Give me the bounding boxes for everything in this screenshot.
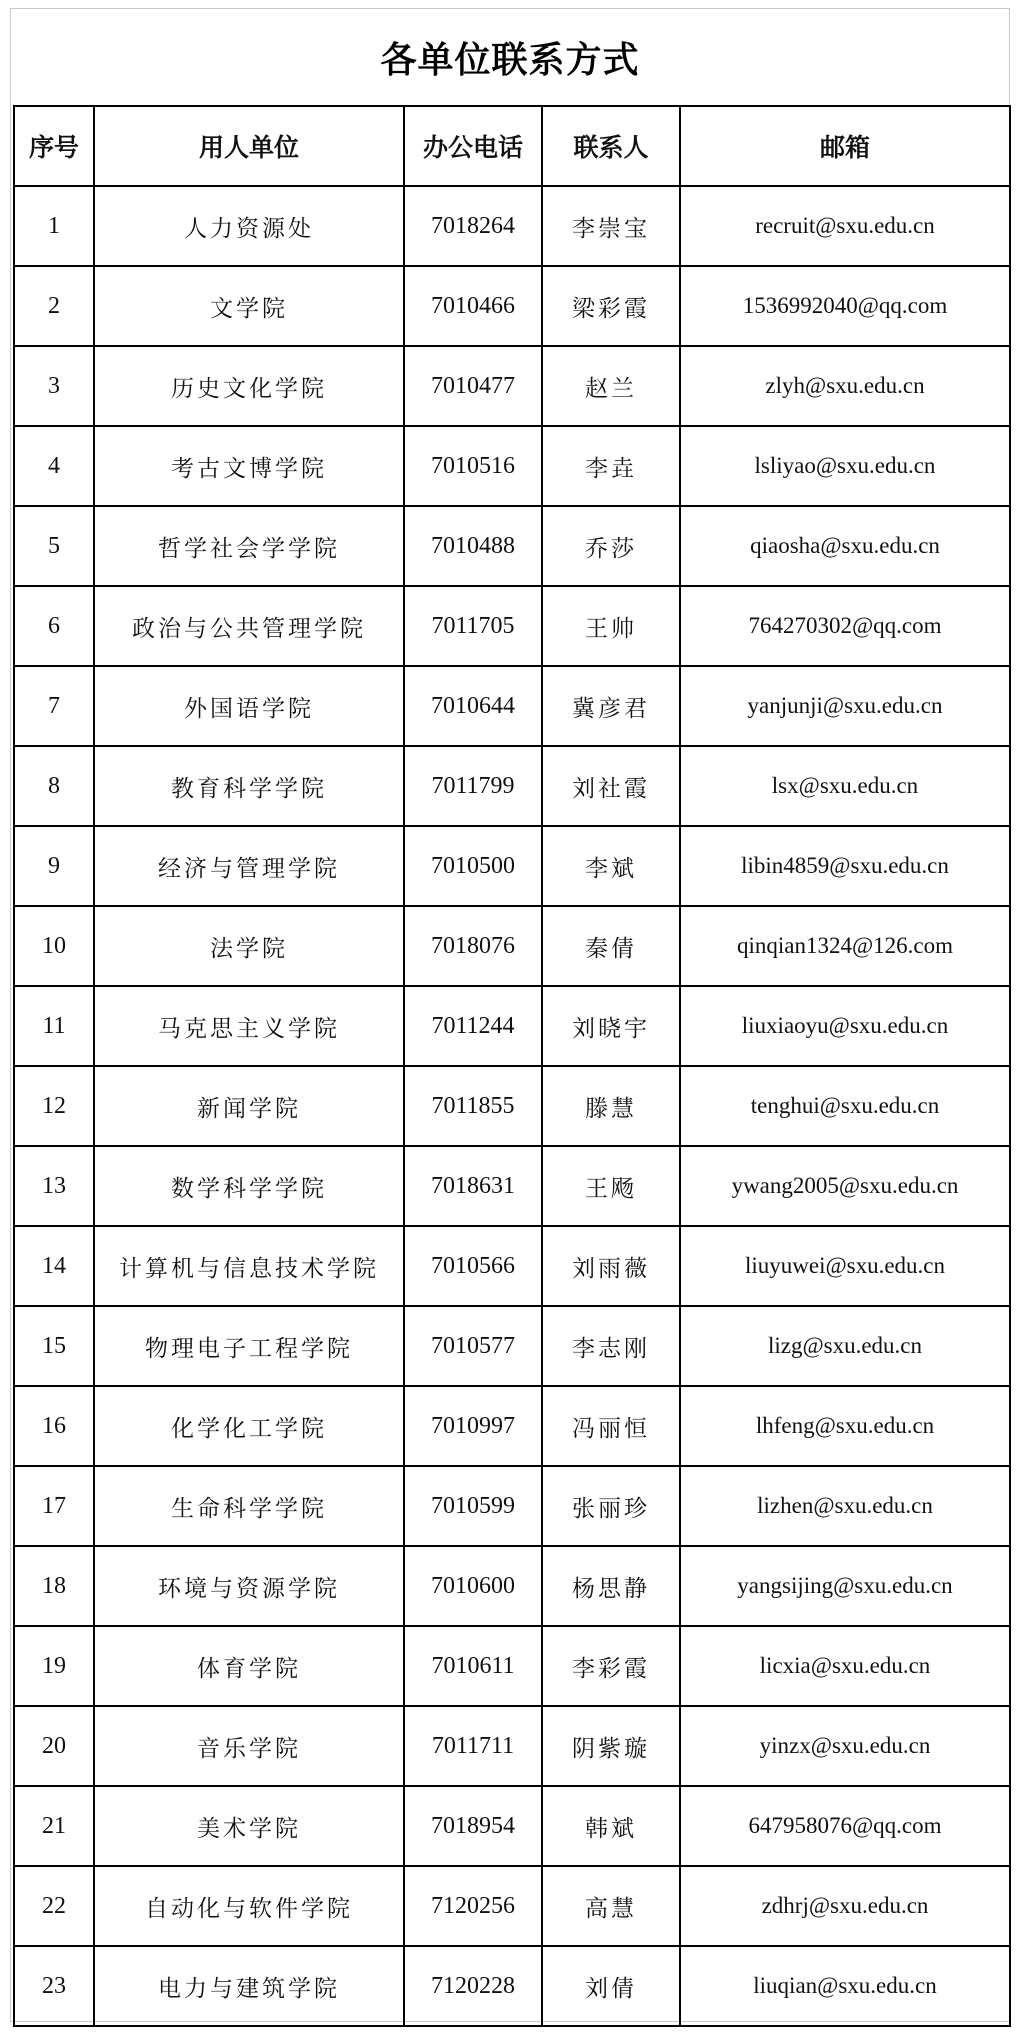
cell-index: 13: [14, 1146, 94, 1226]
cell-index: 4: [14, 426, 94, 506]
cell-unit: 物理电子工程学院: [94, 1306, 404, 1386]
cell-email: yinzx@sxu.edu.cn: [680, 1706, 1010, 1786]
cell-unit: 新闻学院: [94, 1066, 404, 1146]
header-contact: 联系人: [542, 106, 680, 186]
cell-contact: 杨思静: [542, 1546, 680, 1626]
cell-unit: 文学院: [94, 266, 404, 346]
cell-phone: 7011799: [404, 746, 542, 826]
cell-email: yanjunji@sxu.edu.cn: [680, 666, 1010, 746]
cell-contact: 李崇宝: [542, 186, 680, 266]
cell-contact: 李志刚: [542, 1306, 680, 1386]
page-title: 各单位联系方式: [380, 38, 640, 81]
cell-index: 10: [14, 906, 94, 986]
cell-contact: 赵兰: [542, 346, 680, 426]
table-row: [14, 1306, 1010, 1386]
cell-email: liuxiaoyu@sxu.edu.cn: [680, 986, 1010, 1066]
cell-contact: 刘倩: [542, 1946, 680, 2026]
cell-contact: 李斌: [542, 826, 680, 906]
table-row: [14, 186, 1010, 266]
table-row: [14, 426, 1010, 506]
table-row: [14, 1146, 1010, 1226]
header-unit: 用人单位: [94, 106, 404, 186]
cell-unit: 马克思主义学院: [94, 986, 404, 1066]
cell-contact: 刘社霞: [542, 746, 680, 826]
cell-index: 6: [14, 586, 94, 666]
table-row: [14, 1386, 1010, 1466]
cell-index: 5: [14, 506, 94, 586]
cell-email: qiaosha@sxu.edu.cn: [680, 506, 1010, 586]
header-phone: 办公电话: [404, 106, 542, 186]
cell-email: tenghui@sxu.edu.cn: [680, 1066, 1010, 1146]
cell-unit: 教育科学学院: [94, 746, 404, 826]
cell-contact: 乔莎: [542, 506, 680, 586]
cell-phone: 7011244: [404, 986, 542, 1066]
cell-unit: 政治与公共管理学院: [94, 586, 404, 666]
cell-contact: 梁彩霞: [542, 266, 680, 346]
cell-contact: 王帅: [542, 586, 680, 666]
cell-contact: 张丽珍: [542, 1466, 680, 1546]
cell-contact: 高慧: [542, 1866, 680, 1946]
cell-email: recruit@sxu.edu.cn: [680, 186, 1010, 266]
cell-phone: 7011705: [404, 586, 542, 666]
cell-phone: 7010997: [404, 1386, 542, 1466]
cell-index: 23: [14, 1946, 94, 2026]
cell-unit: 环境与资源学院: [94, 1546, 404, 1626]
cell-unit: 生命科学学院: [94, 1466, 404, 1546]
cell-index: 18: [14, 1546, 94, 1626]
table-row: [14, 266, 1010, 346]
cell-contact: 刘晓宇: [542, 986, 680, 1066]
table-row: [14, 506, 1010, 586]
cell-phone: 7120228: [404, 1946, 542, 2026]
cell-phone: 7010644: [404, 666, 542, 746]
cell-index: 3: [14, 346, 94, 426]
cell-email: 1536992040@qq.com: [680, 266, 1010, 346]
cell-phone: 7010466: [404, 266, 542, 346]
cell-phone: 7010516: [404, 426, 542, 506]
cell-index: 21: [14, 1786, 94, 1866]
cell-email: zdhrj@sxu.edu.cn: [680, 1866, 1010, 1946]
cell-email: lhfeng@sxu.edu.cn: [680, 1386, 1010, 1466]
cell-phone: 7010477: [404, 346, 542, 426]
cell-contact: 滕慧: [542, 1066, 680, 1146]
cell-index: 22: [14, 1866, 94, 1946]
table-row: [14, 1706, 1010, 1786]
cell-contact: 李垚: [542, 426, 680, 506]
cell-unit: 法学院: [94, 906, 404, 986]
cell-unit: 化学化工学院: [94, 1386, 404, 1466]
cell-unit: 考古文博学院: [94, 426, 404, 506]
cell-unit: 音乐学院: [94, 1706, 404, 1786]
table-row: [14, 906, 1010, 986]
cell-contact: 冯丽恒: [542, 1386, 680, 1466]
cell-contact: 阴紫璇: [542, 1706, 680, 1786]
cell-email: lsliyao@sxu.edu.cn: [680, 426, 1010, 506]
cell-contact: 王飏: [542, 1146, 680, 1226]
cell-unit: 美术学院: [94, 1786, 404, 1866]
table-row: [14, 986, 1010, 1066]
cell-index: 11: [14, 986, 94, 1066]
cell-email: lizg@sxu.edu.cn: [680, 1306, 1010, 1386]
table-row: [14, 1066, 1010, 1146]
header-row: [14, 106, 1010, 186]
contact-table: [13, 105, 1011, 2027]
cell-index: 7: [14, 666, 94, 746]
cell-email: lizhen@sxu.edu.cn: [680, 1466, 1010, 1546]
table-row: [14, 1626, 1010, 1706]
cell-email: ywang2005@sxu.edu.cn: [680, 1146, 1010, 1226]
cell-index: 17: [14, 1466, 94, 1546]
cell-phone: 7018076: [404, 906, 542, 986]
cell-email: 647958076@qq.com: [680, 1786, 1010, 1866]
cell-unit: 自动化与软件学院: [94, 1866, 404, 1946]
cell-unit: 计算机与信息技术学院: [94, 1226, 404, 1306]
cell-index: 1: [14, 186, 94, 266]
table-row: [14, 1546, 1010, 1626]
cell-phone: 7010611: [404, 1626, 542, 1706]
table-row: [14, 1226, 1010, 1306]
cell-phone: 7011711: [404, 1706, 542, 1786]
table-row: [14, 1786, 1010, 1866]
cell-contact: 冀彦君: [542, 666, 680, 746]
table-row: [14, 1866, 1010, 1946]
cell-phone: 7010566: [404, 1226, 542, 1306]
table-row: [14, 586, 1010, 666]
cell-email: libin4859@sxu.edu.cn: [680, 826, 1010, 906]
table-row: [14, 1946, 1010, 2026]
cell-email: liuyuwei@sxu.edu.cn: [680, 1226, 1010, 1306]
cell-unit: 体育学院: [94, 1626, 404, 1706]
header-index: 序号: [14, 106, 94, 186]
cell-phone: 7010577: [404, 1306, 542, 1386]
cell-contact: 刘雨薇: [542, 1226, 680, 1306]
table-row: [14, 346, 1010, 426]
cell-unit: 历史文化学院: [94, 346, 404, 426]
cell-contact: 秦倩: [542, 906, 680, 986]
table-row: [14, 1466, 1010, 1546]
cell-index: 9: [14, 826, 94, 906]
cell-phone: 7120256: [404, 1866, 542, 1946]
cell-email: zlyh@sxu.edu.cn: [680, 346, 1010, 426]
cell-phone: 7010599: [404, 1466, 542, 1546]
cell-unit: 电力与建筑学院: [94, 1946, 404, 2026]
cell-email: licxia@sxu.edu.cn: [680, 1626, 1010, 1706]
cell-email: liuqian@sxu.edu.cn: [680, 1946, 1010, 2026]
cell-email: yangsijing@sxu.edu.cn: [680, 1546, 1010, 1626]
table-row: [14, 826, 1010, 906]
cell-email: 764270302@qq.com: [680, 586, 1010, 666]
cell-phone: 7010500: [404, 826, 542, 906]
cell-index: 19: [14, 1626, 94, 1706]
cell-unit: 哲学社会学学院: [94, 506, 404, 586]
cell-unit: 人力资源处: [94, 186, 404, 266]
cell-phone: 7010600: [404, 1546, 542, 1626]
cell-index: 14: [14, 1226, 94, 1306]
cell-phone: 7010488: [404, 506, 542, 586]
cell-unit: 数学科学学院: [94, 1146, 404, 1226]
cell-index: 15: [14, 1306, 94, 1386]
cell-unit: 经济与管理学院: [94, 826, 404, 906]
table-row: [14, 666, 1010, 746]
table-row: [14, 746, 1010, 826]
cell-index: 20: [14, 1706, 94, 1786]
header-email: 邮箱: [680, 106, 1010, 186]
cell-contact: 李彩霞: [542, 1626, 680, 1706]
cell-index: 16: [14, 1386, 94, 1466]
cell-unit: 外国语学院: [94, 666, 404, 746]
cell-index: 8: [14, 746, 94, 826]
cell-email: lsx@sxu.edu.cn: [680, 746, 1010, 826]
cell-phone: 7018954: [404, 1786, 542, 1866]
contact-sheet: [10, 8, 1010, 2022]
cell-index: 12: [14, 1066, 94, 1146]
cell-index: 2: [14, 266, 94, 346]
cell-contact: 韩斌: [542, 1786, 680, 1866]
cell-phone: 7018631: [404, 1146, 542, 1226]
cell-email: qinqian1324@126.com: [680, 906, 1010, 986]
cell-phone: 7018264: [404, 186, 542, 266]
cell-phone: 7011855: [404, 1066, 542, 1146]
